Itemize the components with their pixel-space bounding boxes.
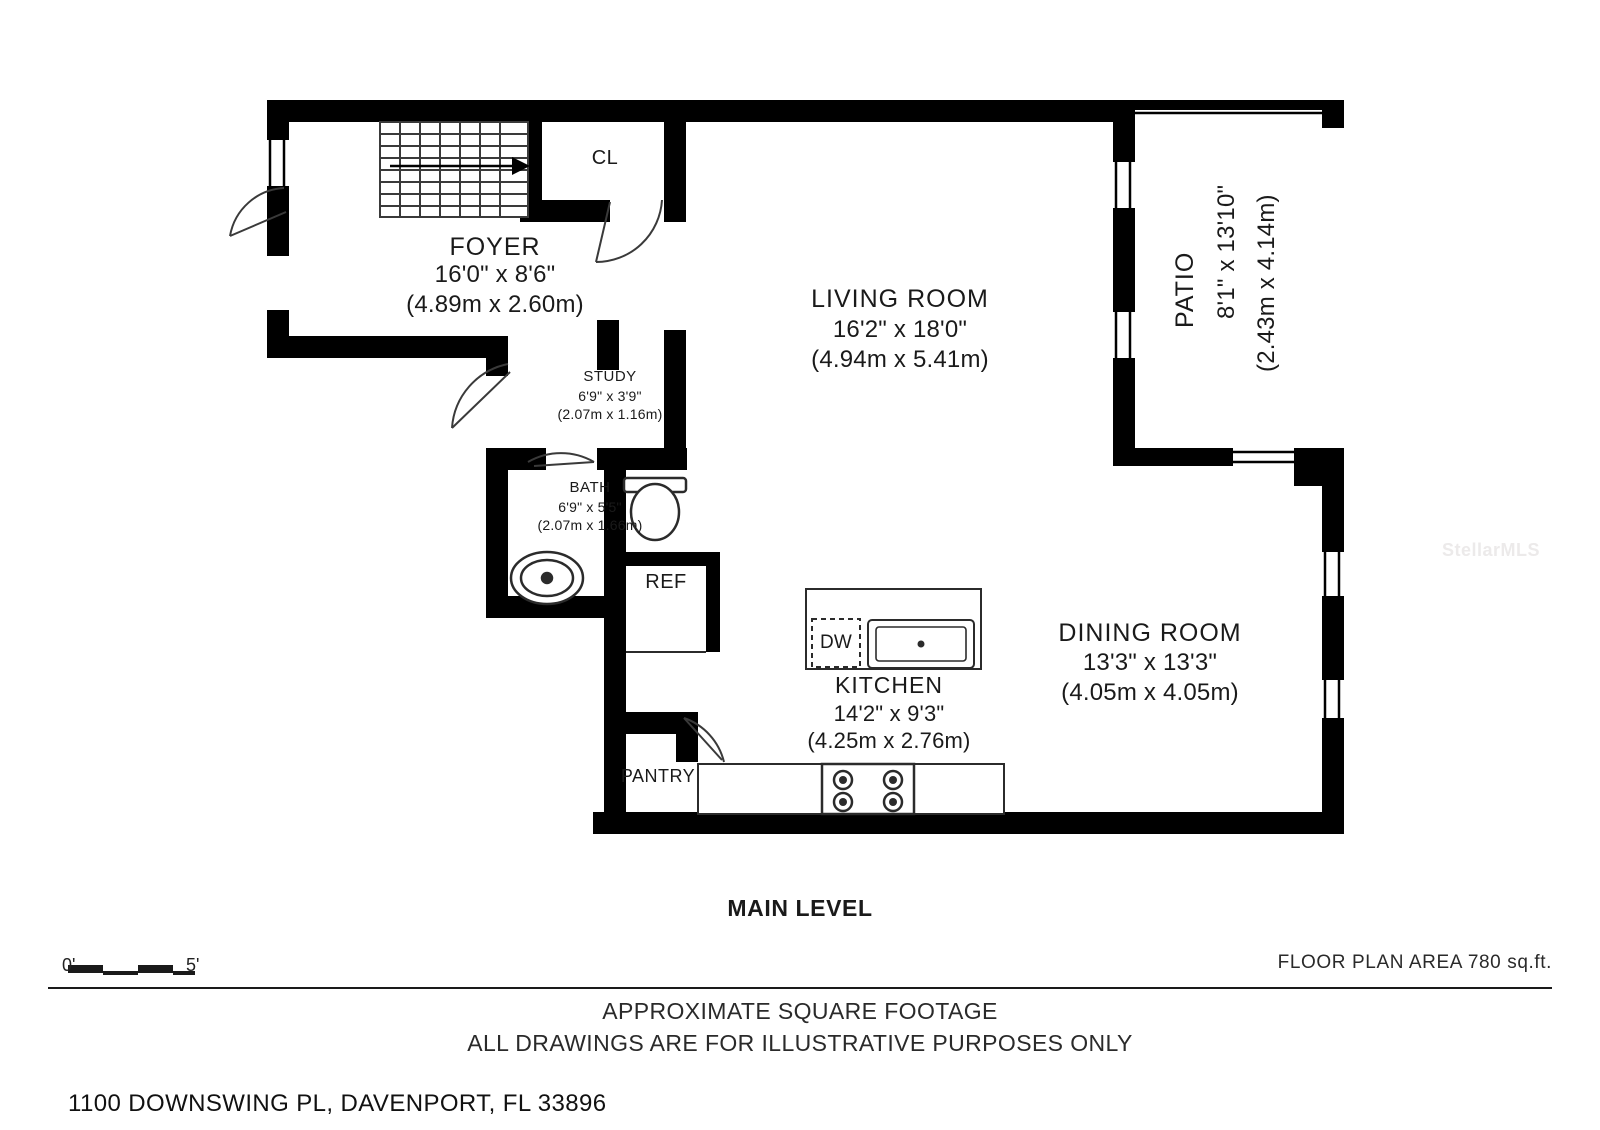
room-dim-dining-room-imperial: 13'3" x 13'3" (1082, 649, 1218, 676)
room-label-dining-room: DINING ROOM (1058, 619, 1242, 647)
dishwasher-label: DW (819, 632, 853, 653)
closet-label: CL (591, 147, 619, 169)
scale-start-label: 0' (62, 955, 76, 975)
room-label-living-room: LIVING ROOM (811, 285, 989, 313)
scale-end-label: 5' (186, 955, 200, 975)
room-dim-patio-metric: (2.43m x 4.14m) (1253, 194, 1280, 372)
room-dim-dining-room-metric: (4.05m x 4.05m) (1061, 679, 1239, 706)
room-dim-study-metric: (2.07m x 1.16m) (557, 406, 663, 422)
room-dim-bath-metric: (2.07m x 1.66m) (537, 517, 643, 533)
level-title: MAIN LEVEL (727, 895, 873, 921)
room-dim-kitchen-imperial: 14'2" x 9'3" (833, 701, 945, 726)
pantry-label: PANTRY (620, 766, 696, 786)
room-label-patio: PATIO (1171, 251, 1199, 329)
room-label-kitchen: KITCHEN (835, 672, 943, 698)
room-label-bath: BATH (569, 479, 611, 496)
room-dim-patio-imperial: 8'1" x 13'10" (1213, 184, 1240, 320)
room-dim-kitchen-metric: (4.25m x 2.76m) (807, 728, 971, 753)
property-address: 1100 DOWNSWING PL, DAVENPORT, FL 33896 (68, 1090, 607, 1117)
room-dim-foyer-imperial: 16'0" x 8'6" (434, 261, 556, 288)
room-dim-living-room-imperial: 16'2" x 18'0" (832, 316, 968, 343)
room-dim-bath-imperial: 6'9" x 5'5" (558, 499, 622, 515)
room-label-foyer: FOYER (449, 233, 541, 261)
disclaimer-line-2: ALL DRAWINGS ARE FOR ILLUSTRATIVE PURPOSES ONLY (467, 1030, 1133, 1056)
refrigerator-label: REF (645, 571, 687, 593)
staircase (380, 122, 530, 217)
room-dim-living-room-metric: (4.94m x 5.41m) (811, 346, 989, 373)
disclaimer-line-1: APPROXIMATE SQUARE FOOTAGE (602, 998, 998, 1024)
room-dim-study-imperial: 6'9" x 3'9" (578, 388, 642, 404)
room-dim-foyer-metric: (4.89m x 2.60m) (406, 291, 584, 318)
room-label-study: STUDY (583, 368, 637, 385)
watermark: StellarMLS (1441, 540, 1540, 560)
floor-plan-area: FLOOR PLAN AREA 780 sq.ft. (1277, 952, 1552, 973)
